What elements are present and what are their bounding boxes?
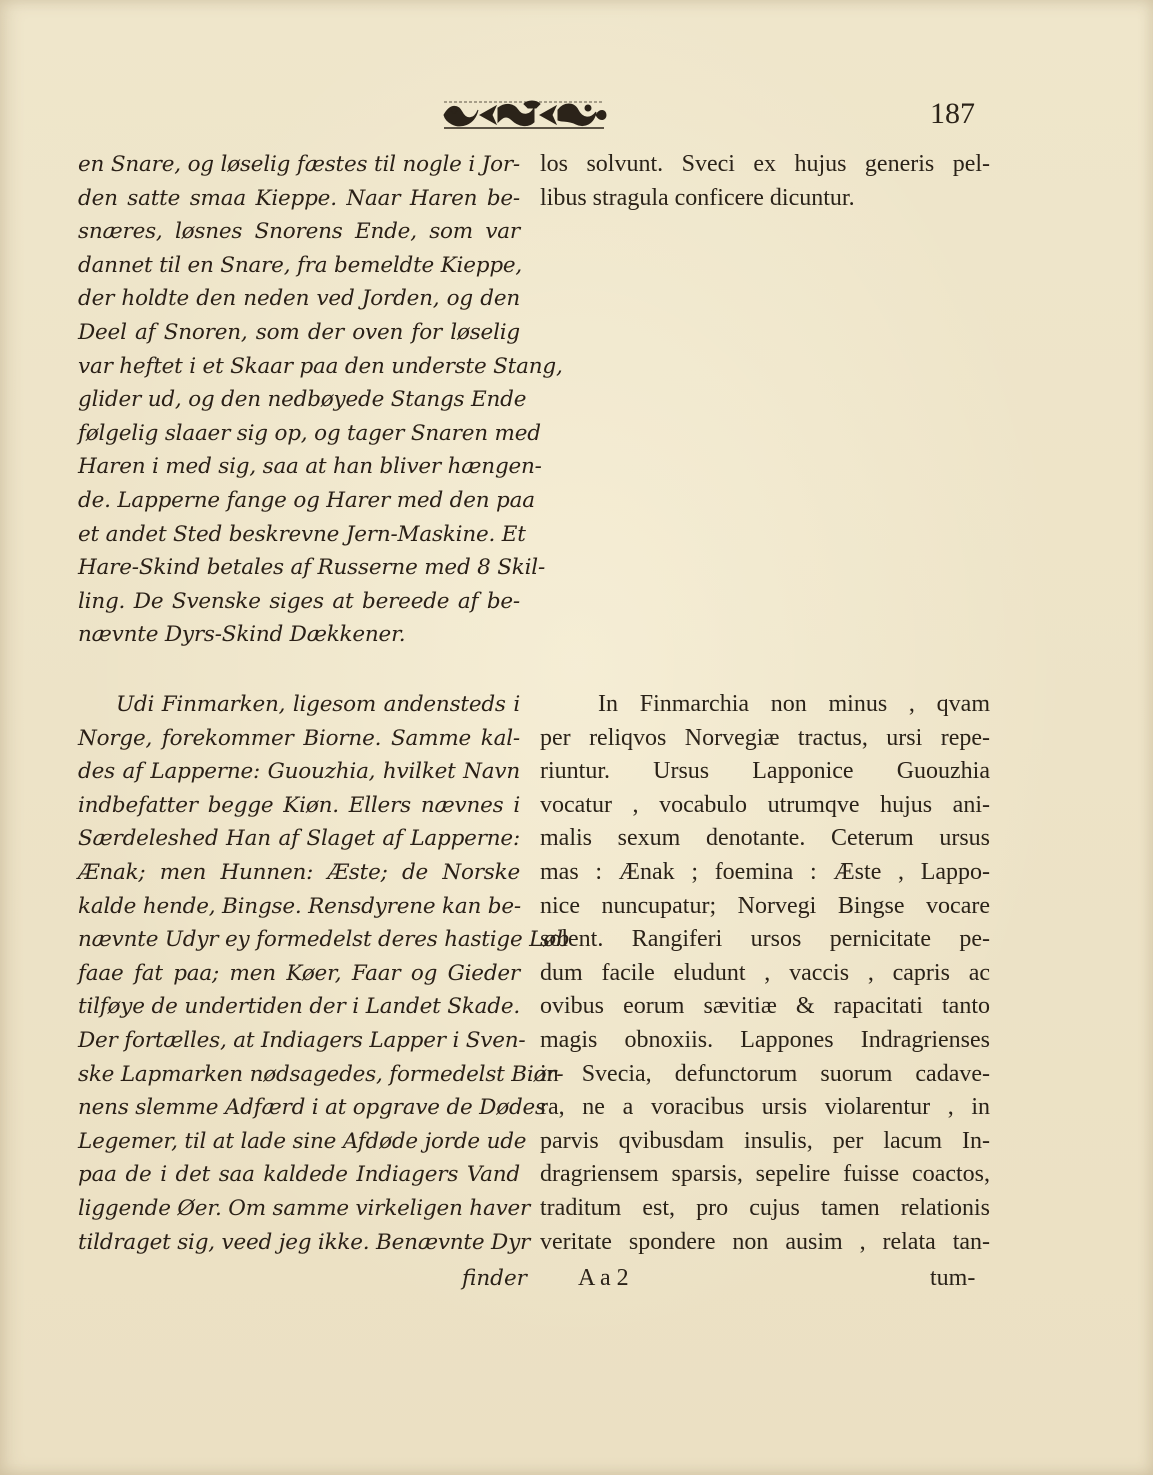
text-line: nice nuncupatur; Norvegi Bingse vocare [540, 892, 990, 919]
text-line: nævnte Dyrs-Skind Dækkener. [78, 622, 406, 648]
text-line: vocatur , vocabulo utrumqve hujus ani- [540, 791, 990, 818]
text-line: ling. De Svenske siges at bereede af be- [78, 588, 520, 614]
text-line: tildraget sig, veed jeg ikke. Benævnte Dyr [78, 1229, 531, 1255]
text-line: glider ud, og den nedbøyede Stangs Ende [78, 387, 527, 413]
text-line: paa de i det saa kaldede Indiagers Vand [78, 1162, 520, 1188]
text-line: traditum est, pro cujus tamen relationis [540, 1194, 990, 1221]
text-line: In Finmarchia non minus , qvam [598, 691, 990, 717]
danish-column-section1 [78, 148, 563, 652]
text-line: dannet til en Snare, fra bemeldte Kieppe, [78, 252, 523, 278]
signature-mark: A a 2 [578, 1265, 629, 1291]
text-line: des af Lapperne: Guouzhia, hvilket Navn [78, 759, 520, 785]
text-line: et andet Sted beskrevne Jern-Maskine. Et [78, 521, 526, 547]
text-line: los solvunt. Sveci ex hujus generis pel- [540, 151, 990, 177]
text-line: den satte smaa Kieppe. Naar Haren be- [78, 185, 520, 211]
text-line: ra, ne a voracibus ursis violarentur , in [540, 1094, 990, 1121]
text-line: faae fat paa; men Køer, Faar og Gieder [78, 960, 520, 986]
text-line: en Snare, og løselig fæstes til nogle i Jor- [78, 152, 520, 177]
text-line: mas : Ænak ; foemina : Æste , Lappo- [540, 858, 990, 885]
text-line: Ænak; men Hunnen: Æste; de Norske [78, 859, 520, 885]
text-line: følgelig slaaer sig op, og tager Snaren med [78, 420, 541, 446]
text-line: Deel af Snoren, som der oven for løselig [78, 319, 520, 345]
text-line: parvis qvibusdam insulis, per lacum In- [540, 1127, 990, 1154]
text-line: tilføye de undertiden der i Landet Skade. [78, 994, 520, 1020]
text-line: snæres, løsnes Snorens Ende, som var [78, 219, 520, 245]
danish-column-section2 [78, 688, 570, 1259]
catchword-latin: tum- [930, 1265, 976, 1291]
text-line: de. Lapperne fange og Harer med den paa [78, 487, 535, 513]
text-line: Norge, forekommer Biorne. Samme kal- [78, 725, 520, 751]
text-line: veritate spondere non ausim , relata tan- [540, 1228, 990, 1255]
latin-column-section2 [540, 688, 990, 1259]
text-line: liggende Øer. Om samme virkeligen haver [78, 1195, 531, 1221]
text-line: Særdeleshed Han af Slaget af Lapperne: [78, 826, 520, 852]
text-line: nævnte Udyr ey formedelst deres hastige Løb [78, 927, 570, 953]
text-line: solent. Rangiferi ursos pernicitate pe- [540, 926, 990, 953]
text-line: Der fortælles, at Indiagers Lapper i Sven- [78, 1027, 526, 1053]
text-line: ovibus eorum sævitiæ & rapacitati tanto [540, 993, 990, 1020]
text-line: Hare-Skind betales af Russerne med 8 Skil- [78, 555, 546, 581]
text-line: riuntur. Ursus Lapponice Guouzhia [540, 758, 990, 785]
text-line: Haren i med sig, saa at han bliver hængen- [78, 454, 542, 480]
text-line: nens slemme Adfærd i at opgrave de Dødes [78, 1095, 546, 1121]
text-line: der holdte den neden ved Jorden, og den [78, 286, 520, 312]
text-line: per reliqvos Norvegiæ tractus, ursi repe- [540, 724, 990, 751]
page-number: 187 [930, 97, 975, 130]
latin-column-section1 [540, 148, 990, 215]
text-line: kalde hende, Bingse. Rensdyrene kan be- [78, 893, 521, 919]
catchword-danish: finder [462, 1266, 527, 1291]
text-line: in Svecia, defunctorum suorum cadave- [540, 1060, 990, 1087]
text-line: magis obnoxiis. Lappones Indragrienses [540, 1026, 990, 1053]
printers-ornament-icon [440, 98, 608, 132]
text-line: ske Lapmarken nødsagedes, formedelst Biør- [78, 1061, 564, 1087]
text-line: var heftet i et Skaar paa den underste Stang, [78, 353, 563, 379]
text-line: Udi Finmarken, ligesom andensteds i [116, 692, 520, 717]
text-line: libus stragula conficere dicuntur. [540, 184, 855, 211]
text-line: dum facile eludunt , vaccis , capris ac [540, 959, 990, 986]
text-line: Legemer, til at lade sine Afdøde jorde ude [78, 1128, 527, 1154]
text-line: indbefatter begge Kiøn. Ellers nævnes i [78, 792, 520, 818]
text-line: malis sexum denotante. Ceterum ursus [540, 825, 990, 852]
text-line: dragriensem sparsis, sepelire fuisse coactos, [540, 1161, 990, 1188]
